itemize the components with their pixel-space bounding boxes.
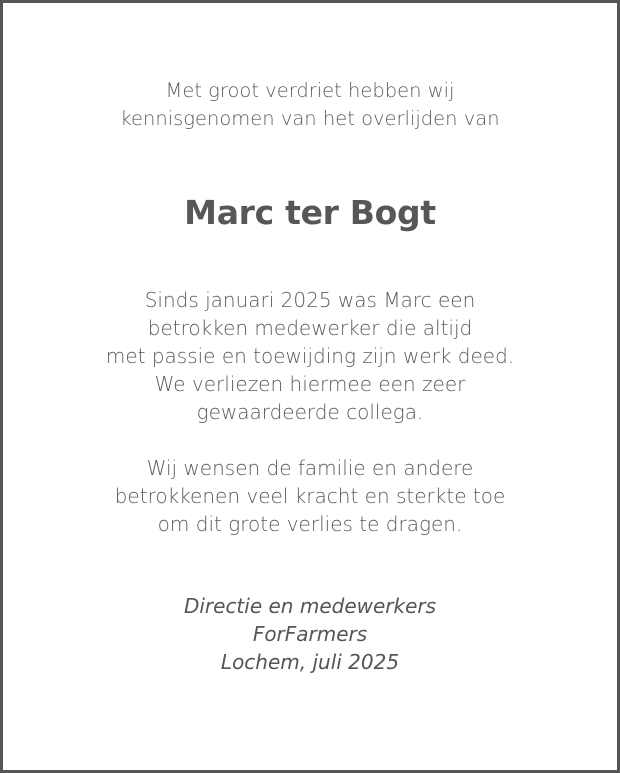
paragraph1-line-3: met passie en toewijding zijn werk deed.: [105, 344, 515, 368]
intro-line-2: kennisgenomen van het overlijden van: [120, 107, 500, 130]
paragraph1-line-1: Sinds januari 2025 was Marc een: [144, 288, 476, 312]
paragraph2-line-3: om dit grote verlies te dragen.: [157, 512, 463, 536]
signature-line-1: Directie en medewerkers: [183, 594, 437, 618]
paragraph2-line-2: betrokkenen veel kracht en sterkte toe: [114, 484, 506, 508]
paragraph1-line-4: We verliezen hiermee een zeer: [154, 372, 466, 396]
paragraph1-line-5: gewaardeerde collega.: [196, 400, 424, 424]
paragraph1-line-2: betrokken medewerker die altijd: [147, 316, 473, 340]
deceased-name: Marc ter Bogt: [184, 193, 436, 232]
paragraph2-line-1: Wij wensen de familie en andere: [146, 456, 474, 480]
signature-place-date: Lochem, juli 2025: [220, 650, 400, 674]
signature-company: ForFarmers: [252, 622, 368, 646]
intro-line-1: Met groot verdriet hebben wij: [165, 79, 455, 102]
